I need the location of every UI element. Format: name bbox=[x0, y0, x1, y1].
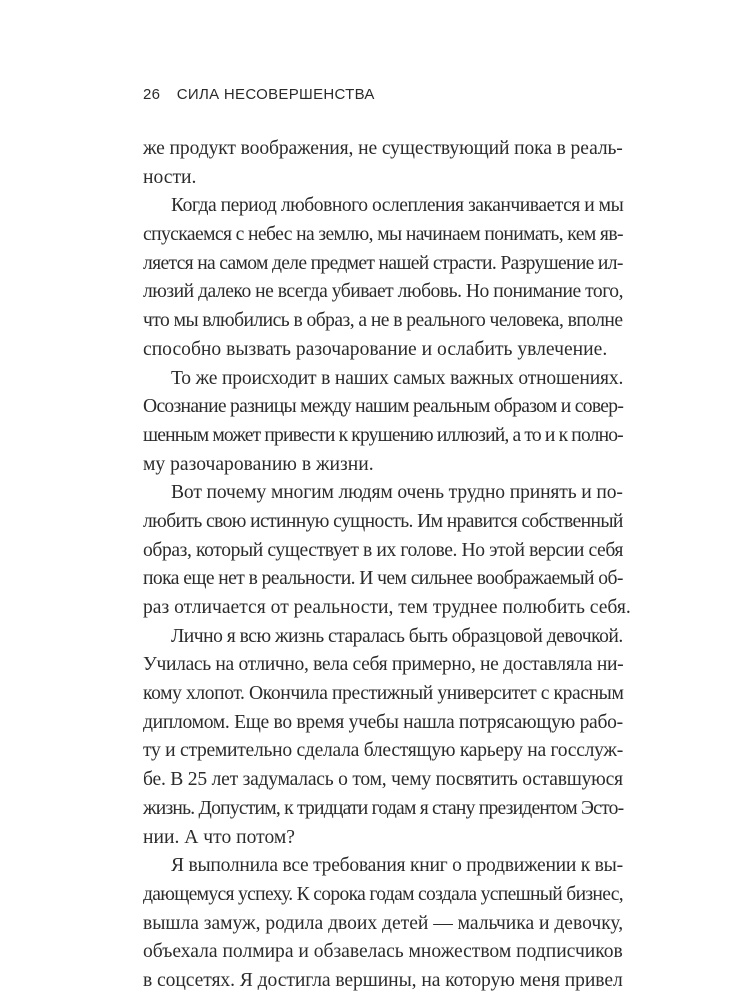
text-line: Осознание разницы между нашим реальным образом и совер- bbox=[143, 396, 624, 418]
text-line: пока еще нет в реальности. И чем сильнее воображаемый об- bbox=[143, 568, 623, 590]
text-line: жизнь. Допустим, к тридцати годам я стану президентом Эсто- bbox=[143, 797, 624, 819]
text-line: в соцсетях. Я достигла вершины, на которую меня привел bbox=[143, 969, 623, 991]
text-line: Лично я всю жизнь старалась быть образцовой девочкой. bbox=[171, 625, 623, 647]
text-line: кому хлопот. Окончила престижный университет с красным bbox=[143, 683, 624, 705]
text-line: любить свою истинную сущность. Им нравится собственный bbox=[143, 510, 623, 532]
text-line: дипломом. Еще во время учебы нашла потрясающую рабо- bbox=[143, 711, 623, 733]
text-line: Я выполнила все требования книг о продвижении к вы- bbox=[171, 855, 623, 877]
running-head bbox=[143, 86, 375, 103]
text-line: ту и стремительно сделала блестящую карьеру на госслуж- bbox=[143, 740, 623, 762]
text-line: же продукт воображения, не существующий пока в реаль- bbox=[143, 138, 623, 159]
text-line: образ, который существует в их голове. Но этой версии себя bbox=[143, 539, 624, 561]
text-line: Училась на отлично, вела себя примерно, не доставляла ни- bbox=[143, 654, 624, 676]
text-line: люзий далеко не всегда убивает любовь. Но понимание того, bbox=[143, 281, 624, 303]
text-line: объехала полмира и обзавелась множеством подписчиков bbox=[143, 941, 623, 963]
text-line: вышла замуж, родила двоих детей — мальчика и девочку, bbox=[143, 912, 624, 934]
text-line: бе. В 25 лет задумалась о том, чему посвятить оставшуюся bbox=[143, 769, 623, 791]
text-line: что мы влюбились в образ, а не в реального человека, вполне bbox=[143, 310, 623, 332]
page-number: 26 bbox=[143, 86, 161, 103]
book-title: СИЛА НЕСОВЕРШЕНСТВА bbox=[176, 86, 375, 103]
text-line: нии. А что потом? bbox=[143, 826, 296, 848]
text-line: Вот почему многим людям очень трудно принять и по- bbox=[171, 482, 623, 504]
text-line: шенным может привести к крушению иллюзий, а то и к полно- bbox=[143, 424, 623, 446]
text-line: ляется на самом деле предмет нашей страсти. Разрушение ил- bbox=[143, 252, 623, 274]
text-line: раз отличается от реальности, тем труднее полюбить себя. bbox=[143, 597, 631, 618]
text-line: Когда период любовного ослепления заканчивается и мы bbox=[171, 195, 624, 217]
text-line: дающемуся успеху. К сорока годам создала успешный бизнес, bbox=[143, 883, 623, 905]
text-line: способно вызвать разочарование и ослабить увлечение. bbox=[143, 338, 608, 360]
text-line: спускаемся с небес на землю, мы начинаем понимать, кем яв- bbox=[143, 224, 623, 246]
text-line: То же происходит в наших самых важных отношениях. bbox=[171, 367, 624, 389]
text-line: му разочарованию в жизни. bbox=[143, 453, 374, 475]
body-text bbox=[143, 135, 631, 996]
text-line: ности. bbox=[143, 166, 197, 188]
